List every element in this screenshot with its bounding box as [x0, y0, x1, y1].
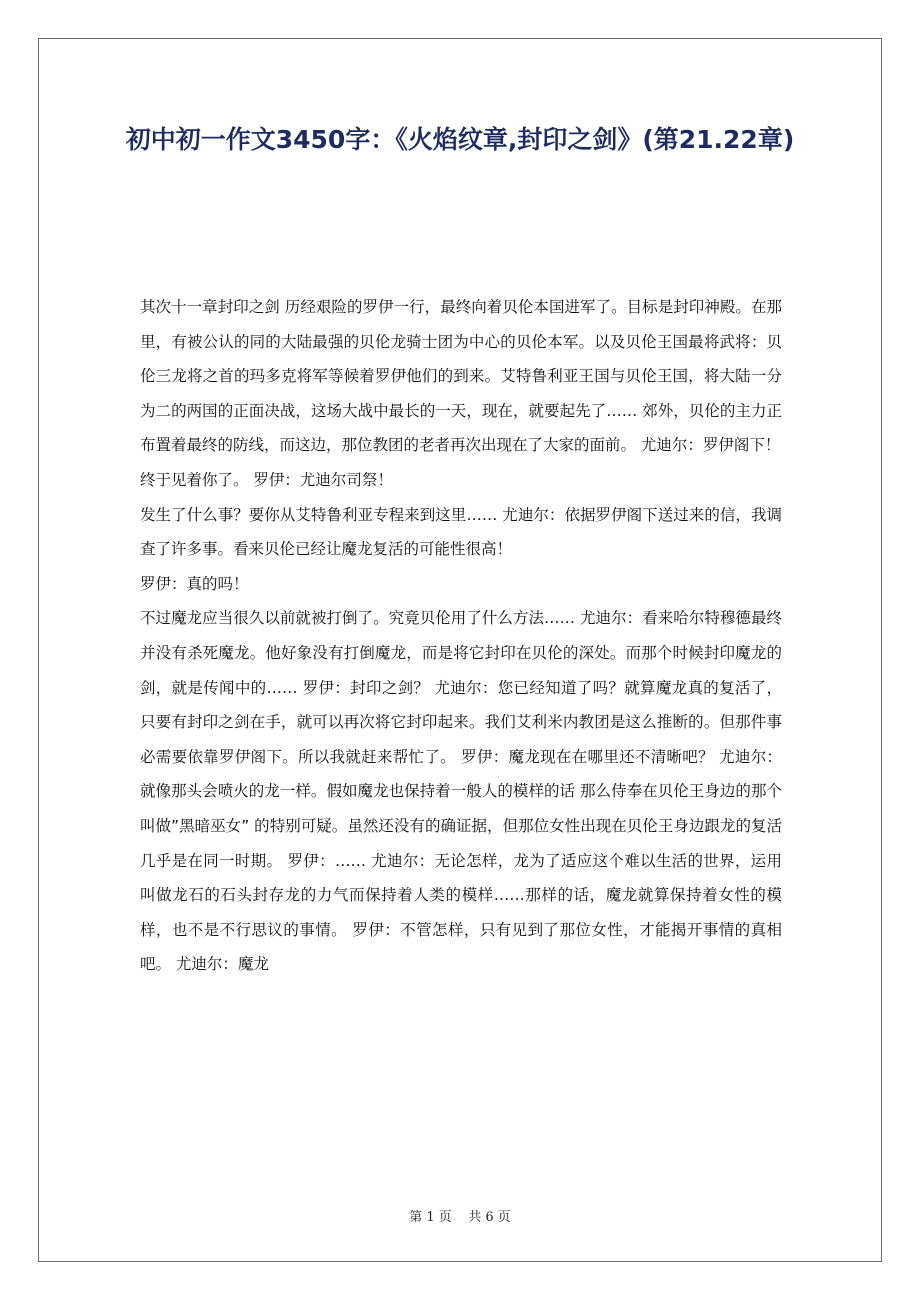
paragraph: 其次十一章封印之剑 历经艰险的罗伊一行，最终向着贝伦本国进军了。目标是封印神殿。在那里，有被公认的同的大陆最强的贝伦龙骑士团为中心的贝伦本军。以及贝伦王国最将武将：贝伦三龙将之首的玛多克将军等候着罗伊他们的到来。艾特鲁利亚王国与贝伦王国，将大陆一分为二的两国的正面决战，这场大战中最长的一天，现在，就要起先了…… 郊外，贝伦的主力正布置着最终的防线，而这边，那位教团的老者再次出现在了大家的面前。 尤迪尔：罗伊阁下！ — [140, 298, 782, 455]
paragraph: 罗伊：真的吗！ — [140, 574, 249, 593]
paragraph: 发生了什么事？要你从艾特鲁利亚专程来到这里…… 尤迪尔：依据罗伊阁下送过来的信，我调查了许多事。看来贝伦已经让魔龙复活的可能性很高！ — [140, 505, 782, 559]
page-number: 第 1 页 共 6 页 — [409, 1210, 511, 1225]
paragraph: 不过魔龙应当很久以前就被打倒了。究竟贝伦用了什么方法…… 尤迪尔：看来哈尔特穆德最终并没有杀死魔龙。他好象没有打倒魔龙，而是将它封印在贝伦的深处。而那个时候封印魔龙的剑，就是传闻中的…… 罗伊：封印之剑？ 尤迪尔：您已经知道了吗？就算魔龙真的复活了，只要有封印之剑在手，就可以再次将它封印起来。我们艾利米内教团是这么推断的。但那件事必需要依靠罗伊阁下。所以我就赶来帮忙了。 罗伊：魔龙现在在哪里还不清晰吧？ 尤迪尔：就像那头会喷火的龙一样。假如魔龙也保持着一般人的模样的话 那么侍奉在贝伦王身边的那个叫做”黑暗巫女” 的特别可疑。虽然还没有的确证据，但那位女性出现在贝伦王身边跟龙的复活几乎是在同一时期。 罗伊：…… 尤迪尔：无论怎样，龙为了适应这个难以生活的世界，运用叫做龙石的石头封存龙的力气而保持着人类的模样……那样的话，魔龙就算保持着女性的模样，也不是不行思议的事情。 罗伊：不管怎样，只有见到了那位女性，才能揭开事情的真相吧。 尤迪尔：魔龙 — [140, 609, 782, 974]
document-title: 初中初一作文3450字：《火焰纹章,封印之剑》(第21.22章) — [125, 125, 795, 154]
document-body — [140, 290, 782, 982]
page-footer — [0, 1206, 920, 1225]
paragraph: 终于见着你了。 罗伊：尤迪尔司祭！ — [140, 470, 393, 489]
